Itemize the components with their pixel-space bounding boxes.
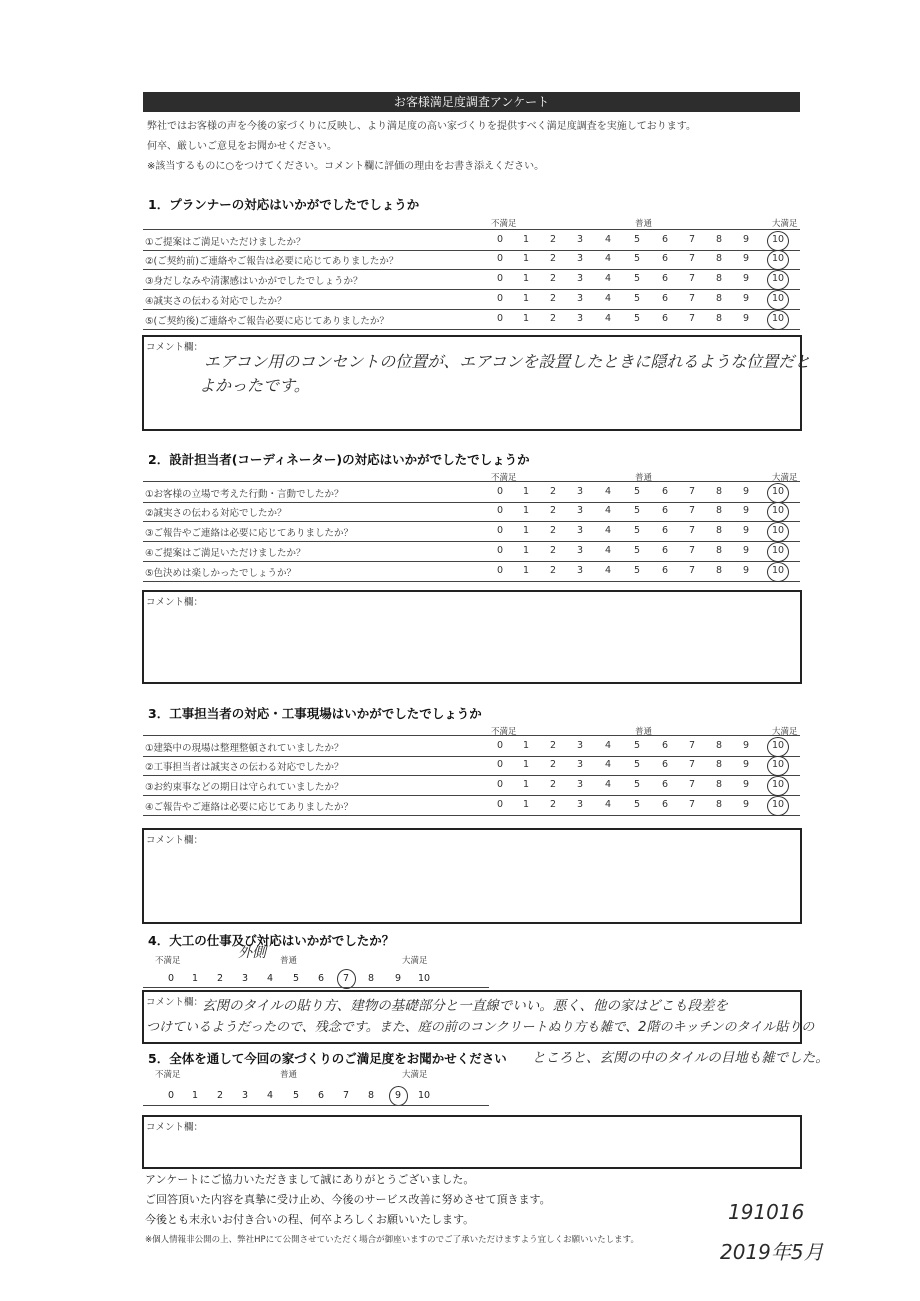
rating-option-2[interactable]: 2 — [549, 740, 557, 751]
rating-option-2[interactable]: 2 — [549, 253, 557, 264]
rating-option-7[interactable]: 7 — [688, 759, 696, 770]
rating-option-0[interactable]: 0 — [496, 273, 504, 284]
rating-option-6[interactable]: 6 — [661, 545, 669, 556]
rating-option-1[interactable]: 1 — [522, 293, 530, 304]
scale-mid-label: 普通 — [635, 473, 653, 483]
scale-low-label: 不満足 — [155, 956, 181, 966]
rating-option-3[interactable]: 3 — [576, 505, 584, 516]
rating-option-7[interactable]: 7 — [688, 273, 696, 284]
rating-option-1[interactable]: 1 — [522, 234, 530, 245]
rating-option-7[interactable]: 7 — [688, 779, 696, 790]
rating-option-6[interactable]: 6 — [661, 565, 669, 576]
rating-option-7[interactable]: 7 — [688, 293, 696, 304]
selected-rating-circle — [767, 562, 789, 582]
rating-option-3[interactable]: 3 — [576, 779, 584, 790]
rating-option-6[interactable]: 6 — [661, 293, 669, 304]
section-4-comment-box[interactable] — [142, 990, 815, 1044]
rating-option-10[interactable]: 10 — [771, 545, 785, 556]
rating-option-5[interactable]: 5 — [292, 973, 300, 984]
comment-label: コメント欄： — [146, 835, 204, 846]
rating-option-7[interactable]: 7 — [688, 565, 696, 576]
rating-option-4[interactable]: 4 — [266, 1090, 274, 1101]
selected-rating-circle — [389, 1086, 408, 1106]
rating-option-7[interactable]: 7 — [688, 253, 696, 264]
rating-option-1[interactable]: 1 — [522, 525, 530, 536]
handwritten-id: 191016 — [728, 1200, 805, 1224]
rating-option-0[interactable]: 0 — [496, 253, 504, 264]
rating-option-2[interactable]: 2 — [549, 486, 557, 497]
rating-option-0[interactable]: 0 — [496, 545, 504, 556]
rating-option-10[interactable]: 10 — [771, 759, 785, 770]
scale-low-label: 不満足 — [491, 219, 517, 229]
rating-option-4[interactable]: 4 — [604, 273, 612, 284]
survey-title: お客様満足度調査アンケート — [143, 92, 800, 112]
rating-option-9[interactable]: 9 — [742, 234, 750, 245]
scale-high-label: 大満足 — [772, 473, 798, 483]
rating-option-3[interactable]: 3 — [576, 313, 584, 324]
question-row — [143, 795, 800, 816]
rating-option-6[interactable]: 6 — [661, 525, 669, 536]
rating-option-4[interactable]: 4 — [604, 486, 612, 497]
handwritten-comment-line: ところと、玄関の中のタイルの目地も雑でした。 — [532, 1050, 829, 1066]
rating-option-1[interactable]: 1 — [522, 273, 530, 284]
rating-option-0[interactable]: 0 — [496, 779, 504, 790]
rating-option-3[interactable]: 3 — [576, 525, 584, 536]
rating-option-4[interactable]: 4 — [604, 313, 612, 324]
rating-option-7[interactable]: 7 — [688, 486, 696, 497]
rating-option-8[interactable]: 8 — [367, 1090, 375, 1101]
rating-option-9[interactable]: 9 — [742, 545, 750, 556]
comment-label: コメント欄： — [146, 342, 204, 353]
rating-option-3[interactable]: 3 — [576, 740, 584, 751]
rating-option-6[interactable]: 6 — [661, 486, 669, 497]
rating-option-10[interactable]: 10 — [771, 313, 785, 324]
rating-option-0[interactable]: 0 — [496, 486, 504, 497]
footer-line-2: ご回答頂いた内容を真摯に受け止め、今後のサービス改善に努めさせて頂きます。 — [145, 1193, 551, 1206]
rating-option-3[interactable]: 3 — [576, 253, 584, 264]
rating-option-9[interactable]: 9 — [742, 253, 750, 264]
rating-option-10[interactable]: 10 — [771, 253, 785, 264]
rating-option-2[interactable]: 2 — [549, 273, 557, 284]
rating-option-2[interactable]: 2 — [549, 799, 557, 810]
rating-option-5[interactable]: 5 — [633, 799, 641, 810]
intro-line-2: 何卒、厳しいご意見をお聞かせください。 — [147, 141, 337, 152]
rating-option-8[interactable]: 8 — [715, 234, 723, 245]
scale-mid-label: 普通 — [280, 956, 298, 966]
rating-option-0[interactable]: 0 — [496, 565, 504, 576]
rating-option-1[interactable]: 1 — [191, 973, 199, 984]
rating-option-3[interactable]: 3 — [576, 759, 584, 770]
rating-option-8[interactable]: 8 — [715, 313, 723, 324]
rating-option-2[interactable]: 2 — [549, 234, 557, 245]
rating-option-6[interactable]: 6 — [661, 234, 669, 245]
section-2-title: 2．設計担当者(コーディネーター)の対応はいかがでしたでしょうか — [148, 452, 530, 467]
rating-option-5[interactable]: 5 — [633, 525, 641, 536]
question-text: ①お客様の立場で考えた行動・言動でしたか？ — [145, 489, 344, 500]
question-text: ③ご報告やご連絡は必要に応じてありましたか？ — [145, 528, 354, 539]
section-5-comment-box[interactable] — [142, 1115, 802, 1169]
question-text: ④誠実さの伝わる対応でしたか？ — [145, 296, 287, 307]
rating-option-2[interactable]: 2 — [549, 545, 557, 556]
rating-option-2[interactable]: 2 — [549, 525, 557, 536]
rating-option-5[interactable]: 5 — [633, 505, 641, 516]
rating-option-3[interactable]: 3 — [576, 293, 584, 304]
question-row — [143, 521, 800, 542]
rating-option-5[interactable]: 5 — [633, 740, 641, 751]
handwritten-comment-line: エアコン用のコンセントの位置が、エアコンを設置したときに隠れるような位置だと — [204, 352, 811, 371]
rating-option-10[interactable]: 10 — [771, 565, 785, 576]
rating-option-0[interactable]: 0 — [496, 293, 504, 304]
handwritten-comment-line: 玄関のタイルの貼り方、建物の基礎部分と一直線でいい。悪く、他の家はどこも段差を — [202, 998, 728, 1014]
comment-label: コメント欄： — [146, 1122, 204, 1133]
rating-option-5[interactable]: 5 — [292, 1090, 300, 1101]
rating-option-5[interactable]: 5 — [633, 234, 641, 245]
question-row — [143, 309, 800, 330]
selected-rating-circle — [767, 776, 789, 796]
section-3-comment-box[interactable] — [142, 828, 802, 924]
rating-option-3[interactable]: 3 — [576, 486, 584, 497]
rating-option-9[interactable]: 9 — [742, 779, 750, 790]
question-text: ③お約束事などの期日は守られていましたか？ — [145, 782, 344, 793]
intro-line-3: ※該当するものに○をつけてください。コメント欄に評価の理由をお書き添えください。 — [147, 161, 545, 172]
rating-option-1[interactable]: 1 — [522, 565, 530, 576]
rating-option-3[interactable]: 3 — [241, 973, 249, 984]
rating-option-0[interactable]: 0 — [167, 1090, 175, 1101]
rating-option-6[interactable]: 6 — [317, 1090, 325, 1101]
rating-option-10[interactable]: 10 — [771, 505, 785, 516]
rating-option-5[interactable]: 5 — [633, 253, 641, 264]
rating-option-9[interactable]: 9 — [742, 565, 750, 576]
rating-option-8[interactable]: 8 — [715, 253, 723, 264]
selected-rating-circle — [767, 483, 789, 503]
section-2-comment-box[interactable] — [142, 590, 802, 684]
rating-option-5[interactable]: 5 — [633, 565, 641, 576]
handwritten-comment-line: つけているようだったので、残念です。また、庭の前のコンクリートぬり方も雑で、2階のキッチンのタイル貼りの — [146, 1020, 815, 1035]
rating-option-3[interactable]: 3 — [576, 545, 584, 556]
rating-option-1[interactable]: 1 — [191, 1090, 199, 1101]
scale-low-label: 不満足 — [491, 727, 517, 737]
question-text: ⑤(ご契約後)ご連絡やご報告必要に応じてありましたか？ — [145, 316, 389, 327]
rating-option-1[interactable]: 1 — [522, 740, 530, 751]
rating-option-8[interactable]: 8 — [715, 486, 723, 497]
selected-rating-circle — [767, 756, 789, 776]
rating-option-1[interactable]: 1 — [522, 486, 530, 497]
question-text: ③身だしなみや清潔感はいかがでしたでしょうか？ — [145, 276, 363, 287]
rating-option-7[interactable]: 7 — [342, 973, 350, 984]
rating-option-10[interactable]: 10 — [417, 973, 431, 984]
rating-option-6[interactable]: 6 — [661, 799, 669, 810]
question-row — [143, 229, 800, 251]
rating-option-1[interactable]: 1 — [522, 313, 530, 324]
rating-option-9[interactable]: 9 — [742, 759, 750, 770]
question-row — [143, 289, 800, 310]
question-row — [143, 561, 800, 582]
scale-high-label: 大満足 — [772, 219, 798, 229]
selected-rating-circle — [767, 502, 789, 522]
rating-option-4[interactable]: 4 — [604, 253, 612, 264]
rating-option-6[interactable]: 6 — [661, 779, 669, 790]
intro-line-1: 弊社ではお客様の声を今後の家づくりに反映し、より満足度の高い家づくりを提供すべく満足度調査を実施しております。 — [147, 121, 696, 132]
scale-mid-label: 普通 — [635, 727, 653, 737]
rating-option-0[interactable]: 0 — [496, 740, 504, 751]
rating-option-8[interactable]: 8 — [715, 779, 723, 790]
rating-option-6[interactable]: 6 — [661, 740, 669, 751]
rating-option-4[interactable]: 4 — [604, 293, 612, 304]
scale-high-label: 大満足 — [402, 956, 428, 966]
rating-option-9[interactable]: 9 — [742, 293, 750, 304]
question-row — [143, 269, 800, 290]
question-row — [143, 501, 800, 522]
selected-rating-circle — [767, 250, 789, 270]
rating-option-8[interactable]: 8 — [367, 973, 375, 984]
rating-option-3[interactable]: 3 — [576, 234, 584, 245]
rating-option-3[interactable]: 3 — [576, 565, 584, 576]
rating-option-0[interactable]: 0 — [496, 505, 504, 516]
footer-line-1: アンケートにご協力いただきまして誠にありがとうございました。 — [145, 1173, 475, 1186]
question-text: ①ご提案はご満足いただけましたか？ — [145, 237, 306, 248]
rating-option-3[interactable]: 3 — [241, 1090, 249, 1101]
rating-option-10[interactable]: 10 — [771, 293, 785, 304]
rating-option-10[interactable]: 10 — [771, 273, 785, 284]
rating-option-5[interactable]: 5 — [633, 759, 641, 770]
scale-mid-label: 普通 — [280, 1070, 298, 1080]
question-row — [143, 481, 800, 503]
question-row — [143, 775, 800, 796]
rating-option-8[interactable]: 8 — [715, 293, 723, 304]
rating-option-2[interactable]: 2 — [216, 1090, 224, 1101]
privacy-note: ※個人情報非公開の上、弊社HPにて公開させていただく場合が御座いますのでご了承いただけますよう宜しくお願いいたします。 — [145, 1235, 639, 1245]
selected-rating-circle — [767, 542, 789, 562]
rating-option-4[interactable]: 4 — [604, 799, 612, 810]
rating-option-2[interactable]: 2 — [549, 505, 557, 516]
rating-option-0[interactable]: 0 — [167, 973, 175, 984]
rating-option-4[interactable]: 4 — [604, 759, 612, 770]
rating-option-7[interactable]: 7 — [688, 505, 696, 516]
rating-option-0[interactable]: 0 — [496, 313, 504, 324]
question-text: ⑤色決めは楽しかったでしょうか？ — [145, 568, 297, 579]
rating-option-1[interactable]: 1 — [522, 779, 530, 790]
rating-option-5[interactable]: 5 — [633, 273, 641, 284]
rating-option-1[interactable]: 1 — [522, 759, 530, 770]
rating-option-0[interactable]: 0 — [496, 525, 504, 536]
rating-option-6[interactable]: 6 — [661, 253, 669, 264]
rating-option-2[interactable]: 2 — [549, 293, 557, 304]
rating-option-7[interactable]: 7 — [688, 545, 696, 556]
rating-option-7[interactable]: 7 — [342, 1090, 350, 1101]
rating-option-10[interactable]: 10 — [771, 779, 785, 790]
rating-option-6[interactable]: 6 — [317, 973, 325, 984]
selected-rating-circle — [767, 310, 789, 330]
handwritten-date: 2019年5月 — [720, 1240, 824, 1264]
rating-option-5[interactable]: 5 — [633, 293, 641, 304]
rating-option-4[interactable]: 4 — [604, 565, 612, 576]
rating-option-5[interactable]: 5 — [633, 486, 641, 497]
rating-option-1[interactable]: 1 — [522, 799, 530, 810]
rating-option-8[interactable]: 8 — [715, 525, 723, 536]
rating-option-0[interactable]: 0 — [496, 799, 504, 810]
rating-option-9[interactable]: 9 — [742, 486, 750, 497]
rating-option-2[interactable]: 2 — [216, 973, 224, 984]
scale-low-label: 不満足 — [155, 1070, 181, 1080]
handwritten-comment-line: よかったです。 — [199, 376, 310, 395]
rating-option-6[interactable]: 6 — [661, 505, 669, 516]
rating-option-9[interactable]: 9 — [394, 1090, 402, 1101]
selected-rating-circle — [337, 969, 356, 989]
section-5-title: 5．全体を通して今回の家づくりのご満足度をお聞かせください — [148, 1051, 507, 1066]
question-text: ①建築中の現場は整理整頓されていましたか？ — [145, 743, 344, 754]
rating-option-2[interactable]: 2 — [549, 313, 557, 324]
question-row — [143, 735, 800, 757]
selected-rating-circle — [767, 290, 789, 310]
rating-option-2[interactable]: 2 — [549, 779, 557, 790]
scale-high-label: 大満足 — [402, 1070, 428, 1080]
rating-option-4[interactable]: 4 — [266, 973, 274, 984]
rating-option-10[interactable]: 10 — [771, 486, 785, 497]
rating-option-3[interactable]: 3 — [576, 273, 584, 284]
rating-option-8[interactable]: 8 — [715, 799, 723, 810]
question-text: ④ご報告やご連絡は必要に応じてありましたか？ — [145, 802, 354, 813]
rating-option-8[interactable]: 8 — [715, 740, 723, 751]
rating-option-4[interactable]: 4 — [604, 545, 612, 556]
rating-option-9[interactable]: 9 — [742, 273, 750, 284]
rating-option-5[interactable]: 5 — [633, 779, 641, 790]
rating-option-7[interactable]: 7 — [688, 313, 696, 324]
comment-label: コメント欄： — [146, 997, 204, 1008]
rating-option-1[interactable]: 1 — [522, 253, 530, 264]
rating-option-4[interactable]: 4 — [604, 234, 612, 245]
rating-option-6[interactable]: 6 — [661, 273, 669, 284]
rating-option-1[interactable]: 1 — [522, 505, 530, 516]
rating-option-7[interactable]: 7 — [688, 740, 696, 751]
rating-option-10[interactable]: 10 — [417, 1090, 431, 1101]
rating-option-4[interactable]: 4 — [604, 525, 612, 536]
selected-rating-circle — [767, 231, 789, 251]
rating-option-1[interactable]: 1 — [522, 545, 530, 556]
rating-option-7[interactable]: 7 — [688, 234, 696, 245]
rating-option-8[interactable]: 8 — [715, 565, 723, 576]
comment-label: コメント欄： — [146, 597, 204, 608]
scale-low-label: 不満足 — [491, 473, 517, 483]
selected-rating-circle — [767, 522, 789, 542]
divider — [143, 1105, 489, 1106]
selected-rating-circle — [767, 737, 789, 757]
rating-option-6[interactable]: 6 — [661, 759, 669, 770]
rating-option-8[interactable]: 8 — [715, 759, 723, 770]
rating-option-7[interactable]: 7 — [688, 799, 696, 810]
rating-option-4[interactable]: 4 — [604, 740, 612, 751]
section-4-title: 4．大工の仕事及び対応はいかがでしたか？ — [148, 933, 395, 948]
rating-option-9[interactable]: 9 — [394, 973, 402, 984]
section-1-comment-box[interactable] — [142, 335, 811, 431]
section-1-title: 1．プランナーの対応はいかがでしたでしょうか — [148, 197, 420, 212]
rating-option-0[interactable]: 0 — [496, 234, 504, 245]
rating-option-4[interactable]: 4 — [604, 505, 612, 516]
rating-option-8[interactable]: 8 — [715, 273, 723, 284]
scale-high-label: 大満足 — [772, 727, 798, 737]
scale-mid-label: 普通 — [635, 219, 653, 229]
rating-option-10[interactable]: 10 — [771, 525, 785, 536]
rating-option-10[interactable]: 10 — [771, 799, 785, 810]
question-row — [143, 541, 800, 562]
rating-option-6[interactable]: 6 — [661, 313, 669, 324]
question-row — [143, 755, 800, 776]
rating-option-9[interactable]: 9 — [742, 740, 750, 751]
section-3-title: 3．工事担当者の対応・工事現場はいかがでしたでしょうか — [148, 706, 482, 721]
selected-rating-circle — [767, 796, 789, 816]
rating-option-2[interactable]: 2 — [549, 565, 557, 576]
question-text: ②(ご契約前)ご連絡やご報告は必要に応じてありましたか？ — [145, 256, 399, 267]
rating-option-3[interactable]: 3 — [576, 799, 584, 810]
rating-option-9[interactable]: 9 — [742, 313, 750, 324]
rating-option-10[interactable]: 10 — [771, 740, 785, 751]
rating-option-5[interactable]: 5 — [633, 545, 641, 556]
footer-line-3: 今後とも末永いお付き合いの程、何卒よろしくお願いいたします。 — [145, 1213, 475, 1226]
handwritten-note: 外側 — [238, 945, 266, 961]
rating-option-5[interactable]: 5 — [633, 313, 641, 324]
rating-option-9[interactable]: 9 — [742, 525, 750, 536]
rating-option-8[interactable]: 8 — [715, 545, 723, 556]
question-row — [143, 249, 800, 270]
selected-rating-circle — [767, 270, 789, 290]
rating-option-0[interactable]: 0 — [496, 759, 504, 770]
divider — [143, 987, 489, 988]
rating-option-9[interactable]: 9 — [742, 799, 750, 810]
rating-option-2[interactable]: 2 — [549, 759, 557, 770]
question-text: ④ご提案はご満足いただけましたか？ — [145, 548, 306, 559]
rating-option-10[interactable]: 10 — [771, 234, 785, 245]
rating-option-8[interactable]: 8 — [715, 505, 723, 516]
rating-option-7[interactable]: 7 — [688, 525, 696, 536]
question-text: ②誠実さの伝わる対応でしたか？ — [145, 508, 287, 519]
rating-option-4[interactable]: 4 — [604, 779, 612, 790]
question-text: ②工事担当者は誠実さの伝わる対応でしたか？ — [145, 762, 344, 773]
rating-option-9[interactable]: 9 — [742, 505, 750, 516]
